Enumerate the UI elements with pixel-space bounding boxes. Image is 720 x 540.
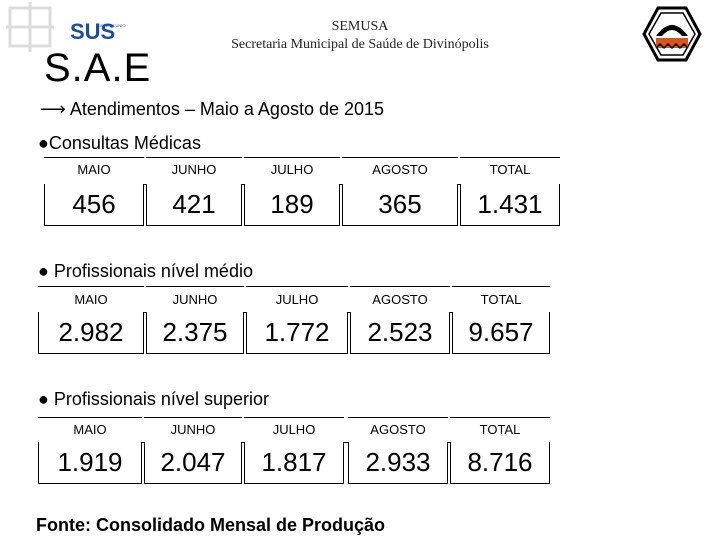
source-note: Fonte: Consolidado Mensal de Produção [36, 515, 386, 535]
col-header-total: TOTAL [489, 162, 531, 177]
col-header-junho: JUNHO [172, 292, 218, 307]
org-short: SEMUSA [331, 19, 389, 34]
cell-junho: 2.047 [144, 442, 242, 484]
sus-logo-subtext: SISTEMA ÚNIC [97, 23, 126, 28]
section-label-nivel-medio: ● Profissionais nível médio [38, 261, 253, 281]
col-header-maio: MAIO [77, 162, 111, 177]
cell-total: 9.657 [452, 312, 550, 354]
cell-maio: 456 [44, 184, 144, 226]
section-label-consultas: ●Consultas Médicas [38, 133, 201, 153]
cell-total: 8.716 [450, 442, 550, 484]
section-label-nivel-superior: ● Profissionais nível superior [38, 389, 269, 409]
col-header-junho: JUNHO [171, 162, 217, 177]
cell-junho: 421 [146, 184, 242, 226]
report-subtitle: ⟶ Atendimentos – Maio a Agosto de 2015 [40, 99, 385, 119]
cell-maio: 2.982 [38, 312, 144, 354]
cell-agosto: 365 [342, 184, 458, 226]
sus-logo-text: SUS [70, 19, 116, 44]
cell-julho: 1.817 [244, 442, 344, 484]
cell-julho: 1.772 [246, 312, 348, 354]
org-full: Secretaria Municipal de Saúde de Divinópolis [231, 37, 489, 52]
col-header-julho: JULHO [272, 422, 316, 437]
cell-maio: 1.919 [38, 442, 142, 484]
municipal-emblem-icon [642, 6, 702, 62]
col-header-julho: JULHO [275, 292, 319, 307]
cell-agosto: 2.523 [350, 312, 450, 354]
col-header-total: TOTAL [479, 422, 521, 437]
sae-title: S.A.E [44, 46, 152, 90]
cell-total: 1.431 [460, 184, 560, 226]
col-header-agosto: AGOSTO [372, 292, 428, 307]
col-header-junho: JUNHO [170, 422, 216, 437]
col-header-agosto: AGOSTO [370, 422, 426, 437]
cell-julho: 189 [244, 184, 340, 226]
col-header-maio: MAIO [73, 422, 107, 437]
col-header-total: TOTAL [480, 292, 522, 307]
cell-agosto: 2.933 [348, 442, 448, 484]
col-header-agosto: AGOSTO [372, 162, 428, 177]
header-org [195, 18, 525, 54]
col-header-maio: MAIO [74, 292, 108, 307]
cell-junho: 2.375 [146, 312, 244, 354]
col-header-julho: JULHO [270, 162, 314, 177]
